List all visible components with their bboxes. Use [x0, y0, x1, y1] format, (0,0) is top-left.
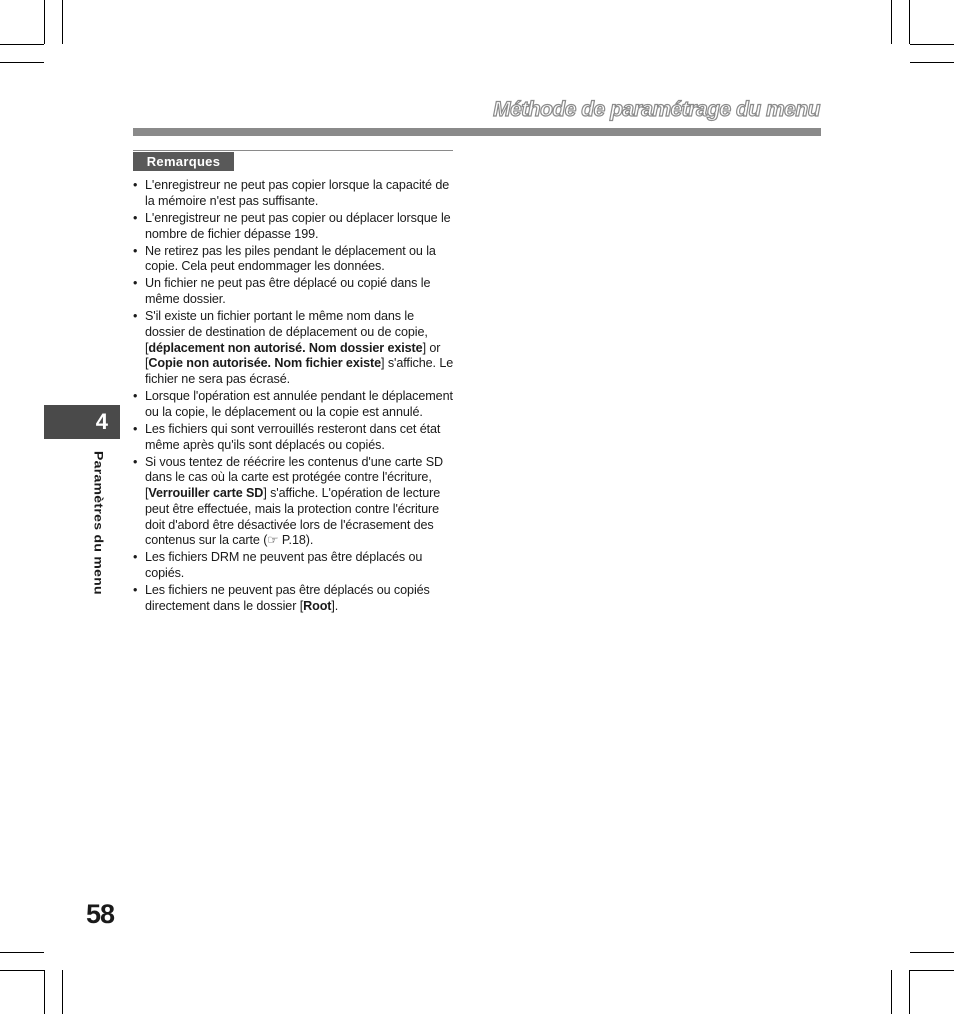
crop-mark — [909, 970, 910, 1014]
remark-item: • S'il existe un fichier portant le même nom dans le dossier de destination de déplacement ou de copie, [déplacement non autorisé. Nom dossier existe] or [Copie non autorisée. Nom fichier existe] s'affiche. Le fichier ne sera pas écrasé. — [133, 309, 455, 388]
header-bar — [133, 128, 821, 136]
remark-item: • Lorsque l'opération est annulée pendant le déplacement ou la copie, le déplacement ou la copie est annulé. — [133, 389, 455, 420]
remark-item: • Un fichier ne peut pas être déplacé ou copié dans le même dossier. — [133, 276, 455, 307]
crop-mark — [891, 970, 892, 1014]
crop-mark — [910, 970, 954, 971]
crop-mark — [910, 62, 954, 63]
page-header-title: Méthode de paramétrage du menu — [493, 98, 820, 121]
remark-item: • Si vous tentez de réécrire les contenus d'une carte SD dans le cas où la carte est protégée contre l'écriture, [Verrouiller carte SD] s'affiche. L'opération de lecture peut être effectuée, mais la protection contre l'écriture doit d'abord être désactivée lors de l'écrasement des contenus sur la carte (☞ P.18). — [133, 455, 455, 549]
crop-mark — [0, 952, 44, 953]
crop-mark — [62, 970, 63, 1014]
remark-item: • Les fichiers ne peuvent pas être déplacés ou copiés directement dans le dossier [Root]. — [133, 583, 455, 614]
crop-mark — [910, 44, 954, 45]
crop-mark — [909, 0, 910, 44]
remark-item: • L'enregistreur ne peut pas copier lorsque la capacité de la mémoire n'est pas suffisante. — [133, 178, 455, 209]
message-text: Root — [303, 598, 332, 613]
remark-item: • L'enregistreur ne peut pas copier ou déplacer lorsque le nombre de fichier dépasse 199. — [133, 211, 455, 242]
chapter-label: Paramètres du menu — [92, 451, 106, 595]
message-text: Copie non autorisée. Nom fichier existe — [148, 356, 382, 371]
remarks-rule — [133, 150, 453, 151]
crop-mark — [44, 0, 45, 44]
page-number: 58 — [86, 899, 115, 929]
chapter-tab — [44, 405, 120, 439]
remark-item: • Les fichiers qui sont verrouillés resteront dans cet état même après qu'ils sont déplacés ou copiés. — [133, 422, 455, 453]
remarks-list — [133, 178, 455, 616]
remarks-label: Remarques — [133, 152, 234, 171]
remark-item: • Ne retirez pas les piles pendant le déplacement ou la copie. Cela peut endommager les données. — [133, 244, 455, 275]
remark-item: • Les fichiers DRM ne peuvent pas être déplacés ou copiés. — [133, 550, 455, 581]
chapter-number: 4 — [95, 409, 108, 434]
message-text: déplacement non autorisé. Nom dossier existe — [148, 340, 423, 355]
crop-mark — [0, 62, 44, 63]
crop-mark — [62, 0, 63, 44]
crop-mark — [0, 44, 44, 45]
message-text: Verrouiller carte SD — [148, 486, 264, 501]
crop-mark — [0, 970, 44, 971]
crop-mark — [891, 0, 892, 44]
crop-mark — [44, 970, 45, 1014]
crop-mark — [910, 952, 954, 953]
